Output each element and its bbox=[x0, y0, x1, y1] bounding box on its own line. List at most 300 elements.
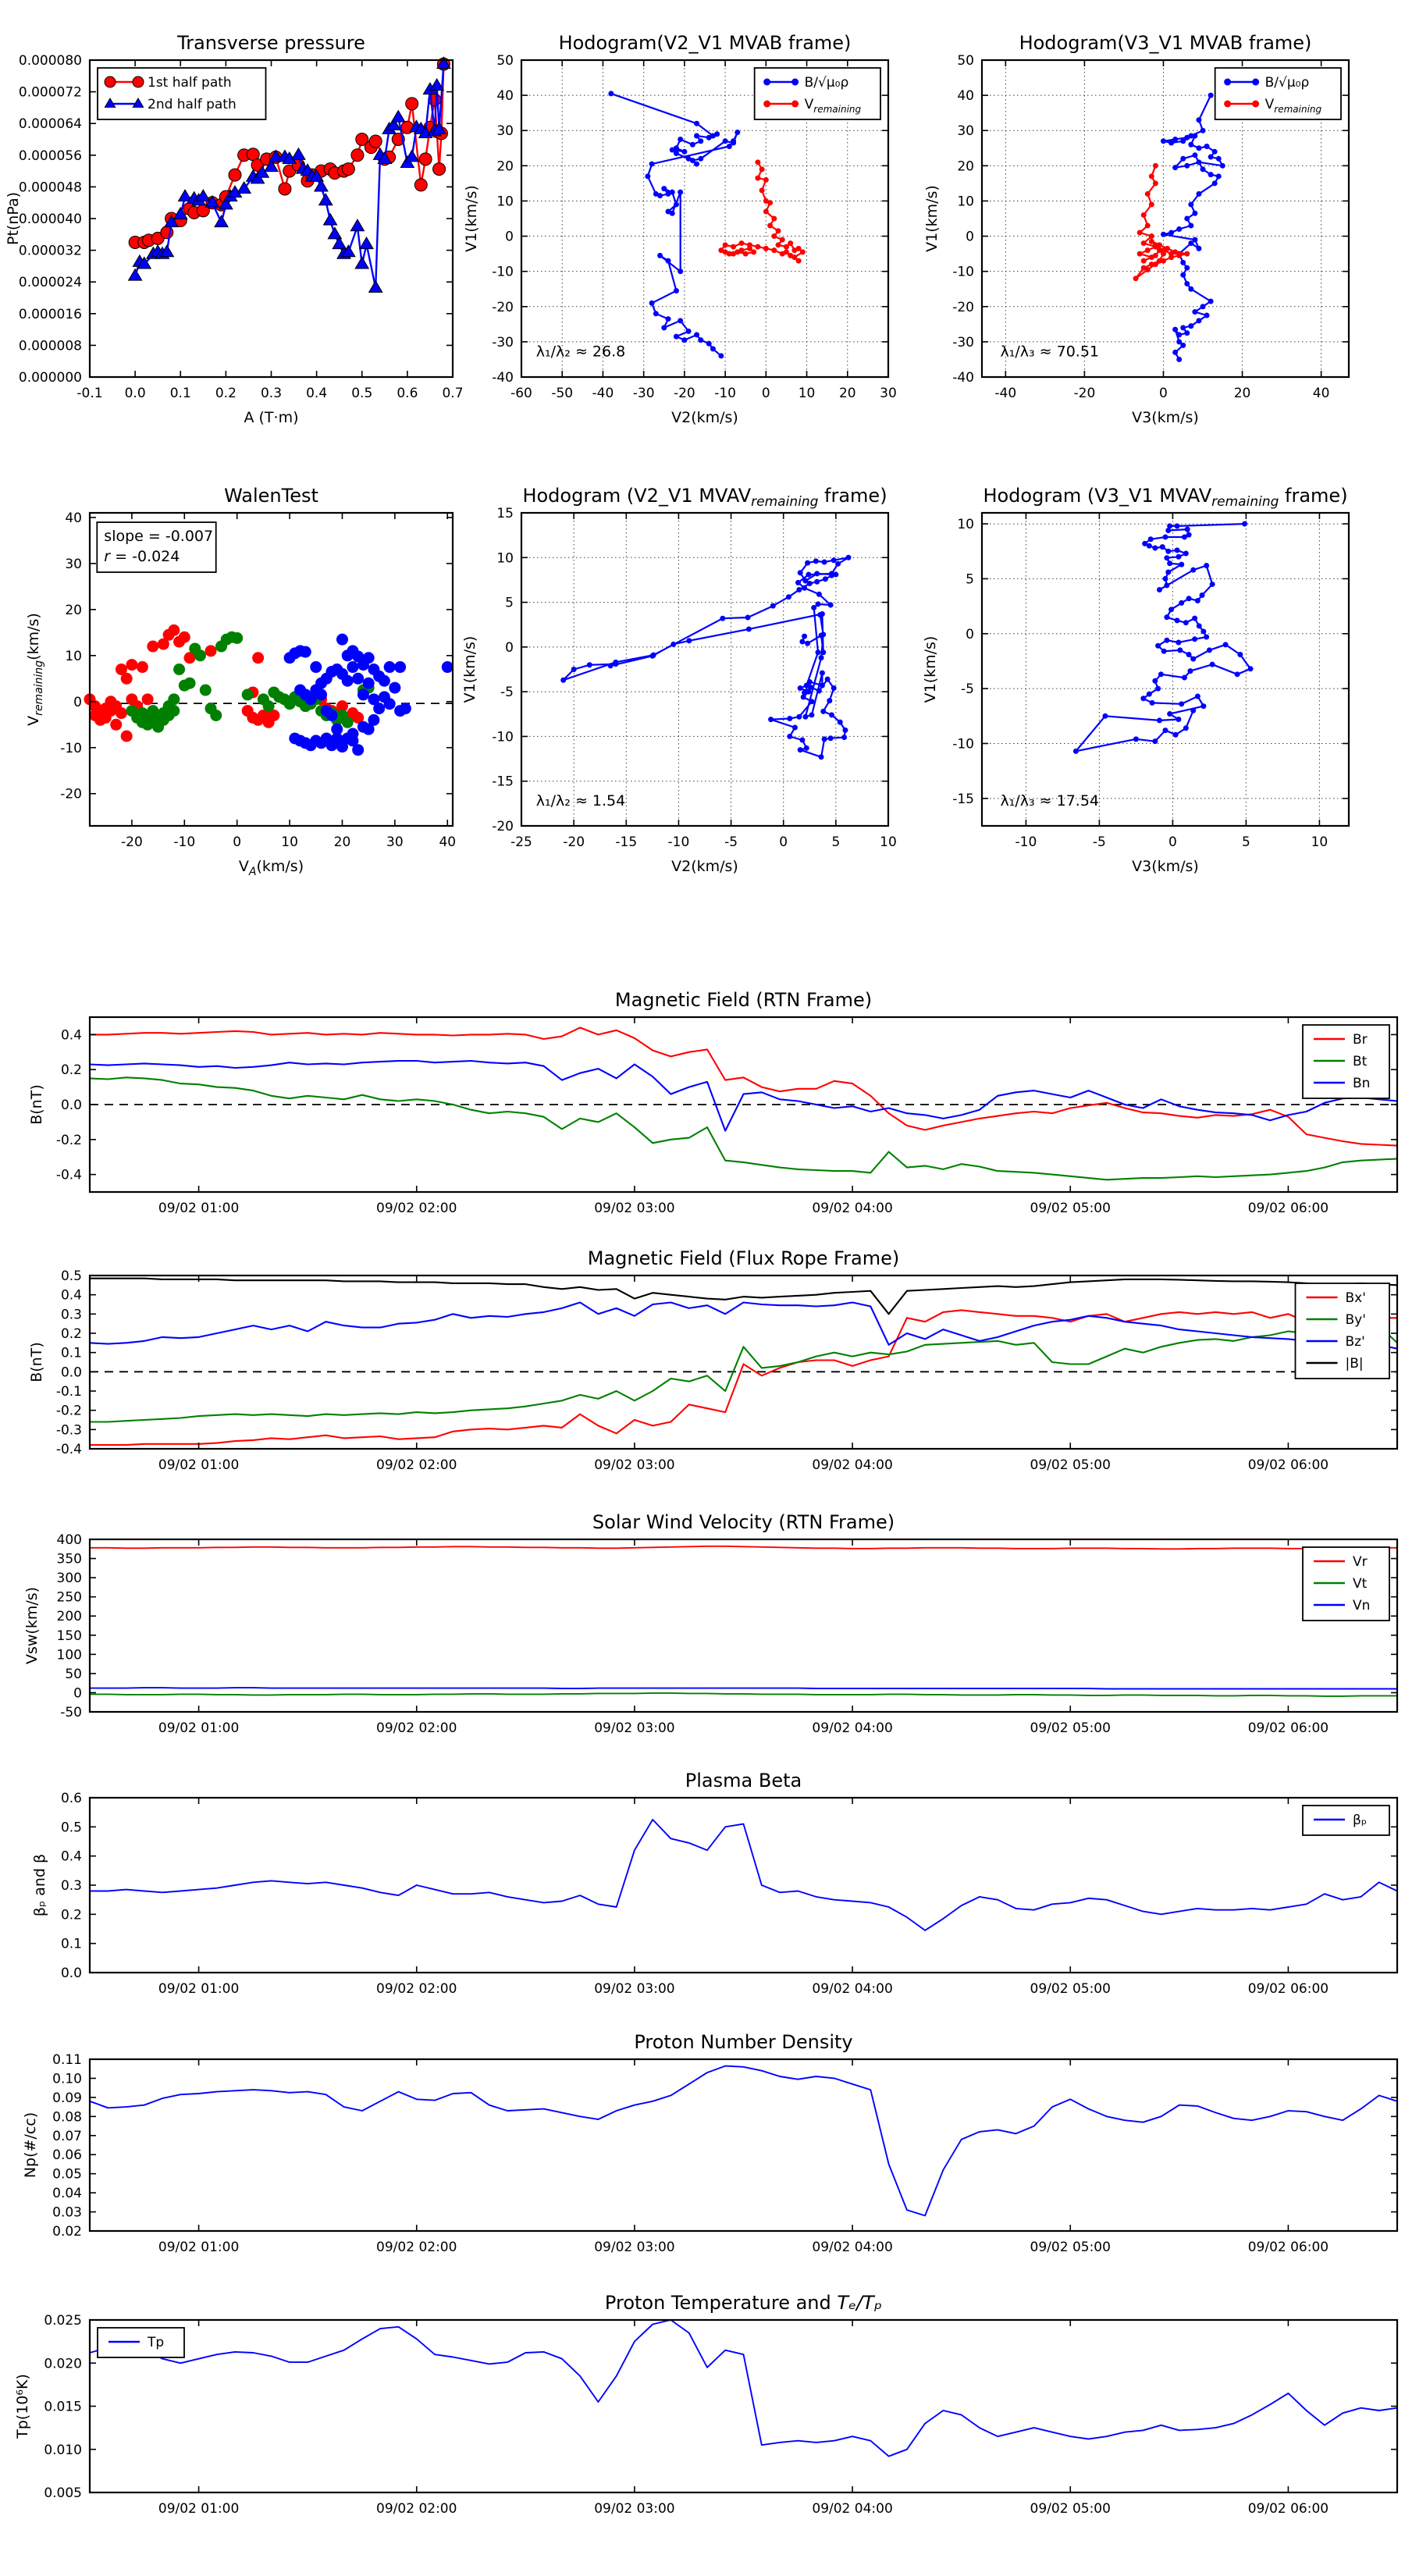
point-marker bbox=[1145, 267, 1151, 272]
point-marker bbox=[710, 346, 716, 351]
point-marker bbox=[674, 201, 679, 207]
legend-label: B/√μ₀ρ bbox=[1264, 75, 1310, 91]
point-marker bbox=[1183, 620, 1189, 625]
annotation-line: r = -0.024 bbox=[104, 548, 180, 566]
point-marker bbox=[666, 258, 671, 264]
point-marker bbox=[310, 661, 322, 673]
point-marker bbox=[1184, 251, 1190, 257]
point-marker bbox=[706, 135, 712, 141]
y-tick-label: -5 bbox=[500, 685, 514, 701]
point-marker bbox=[368, 714, 379, 726]
point-marker bbox=[670, 642, 676, 647]
point-marker bbox=[1164, 555, 1169, 560]
y-tick-label: -15 bbox=[492, 774, 514, 790]
point-marker bbox=[811, 605, 816, 610]
point-marker bbox=[1200, 628, 1206, 634]
point-marker bbox=[747, 246, 752, 251]
point-marker bbox=[1180, 325, 1186, 330]
y-tick-label: 50 bbox=[496, 53, 514, 69]
point-marker bbox=[1184, 135, 1190, 141]
y-tick-label: 0.005 bbox=[44, 2485, 82, 2501]
legend-label: $V_{remaining}$ bbox=[804, 97, 862, 115]
point-marker bbox=[1200, 166, 1206, 172]
y-tick-label: 0.6 bbox=[60, 1791, 82, 1806]
x-tick-label: 09/02 05:00 bbox=[1030, 1981, 1111, 1997]
legend-label: Vr bbox=[1353, 1554, 1368, 1570]
point-marker bbox=[755, 176, 760, 181]
point-marker bbox=[168, 705, 180, 717]
point-marker bbox=[1196, 117, 1201, 123]
y-tick-label: 0.000008 bbox=[18, 338, 82, 354]
panel-title: Hodogram (V2_V1 $MVAV_{remaining}$ frame) bbox=[522, 485, 887, 510]
legend-label: Tp bbox=[148, 2335, 165, 2350]
point-marker bbox=[105, 76, 116, 87]
point-marker bbox=[731, 138, 736, 144]
y-tick-label: 0.04 bbox=[52, 2186, 82, 2202]
point-marker bbox=[142, 693, 154, 705]
point-marker bbox=[1175, 547, 1180, 553]
x-tick-label: -20 bbox=[563, 834, 585, 850]
series-markers bbox=[1073, 521, 1254, 754]
point-marker bbox=[1180, 156, 1186, 162]
x-tick-label: -40 bbox=[592, 386, 614, 401]
x-tick-label: 0.5 bbox=[351, 386, 373, 401]
chart-p6 bbox=[922, 485, 1349, 875]
point-marker bbox=[796, 587, 802, 592]
y-tick-label: 10 bbox=[65, 648, 82, 664]
x-tick-label: 20 bbox=[333, 834, 351, 850]
annotation: λ₁/λ₃ ≈ 17.54 bbox=[1000, 792, 1100, 809]
point-marker bbox=[1153, 253, 1158, 258]
point-marker bbox=[796, 714, 802, 720]
point-marker bbox=[608, 663, 614, 668]
x-tick-label: 0 bbox=[761, 386, 770, 401]
chart-p1 bbox=[5, 32, 464, 426]
y-tick-label: 0.000016 bbox=[18, 306, 82, 322]
point-marker bbox=[1184, 330, 1190, 336]
y-tick-label: -20 bbox=[952, 299, 974, 315]
x-tick-label: 10 bbox=[880, 834, 897, 850]
x-tick-label: -20 bbox=[1073, 386, 1096, 401]
annotation-box bbox=[97, 522, 215, 572]
point-marker bbox=[1179, 562, 1184, 568]
y-tick-label: 0.000080 bbox=[18, 53, 82, 69]
point-marker bbox=[1155, 686, 1161, 692]
annotation-line: slope = -0.007 bbox=[104, 528, 214, 546]
point-marker bbox=[384, 698, 396, 710]
point-marker bbox=[780, 237, 785, 243]
point-marker bbox=[1216, 156, 1222, 162]
y-tick-label: 5 bbox=[966, 571, 974, 588]
y-tick-label: -0.4 bbox=[55, 1442, 82, 1457]
point-marker bbox=[838, 720, 843, 725]
x-tick-label: 40 bbox=[1312, 386, 1330, 401]
point-marker bbox=[755, 244, 760, 250]
y-tick-label: -0.1 bbox=[55, 1384, 82, 1400]
point-marker bbox=[342, 675, 354, 687]
point-marker bbox=[1192, 211, 1197, 216]
point-marker bbox=[1161, 247, 1166, 253]
point-marker bbox=[1192, 133, 1197, 138]
point-marker bbox=[1210, 582, 1215, 587]
point-marker bbox=[1172, 165, 1178, 170]
x-tick-label: 0.3 bbox=[260, 386, 283, 401]
point-marker bbox=[442, 661, 454, 673]
point-marker bbox=[1141, 258, 1147, 264]
point-marker bbox=[681, 337, 687, 343]
point-marker bbox=[809, 699, 814, 704]
point-marker bbox=[816, 688, 822, 693]
point-marker bbox=[690, 142, 695, 148]
axes-frame bbox=[90, 2059, 1397, 2231]
y-tick-label: 300 bbox=[56, 1571, 82, 1587]
point-marker bbox=[819, 655, 824, 660]
y-tick-label: 0.000064 bbox=[18, 116, 82, 133]
point-marker bbox=[1147, 543, 1152, 549]
point-marker bbox=[1147, 692, 1152, 697]
triangle-marker bbox=[360, 237, 373, 249]
legend bbox=[755, 68, 880, 119]
point-marker bbox=[727, 144, 732, 149]
panel-title: Hodogram (V3_V1 $MVAV_{remaining}$ frame) bbox=[983, 485, 1348, 510]
y-tick-label: -20 bbox=[60, 786, 82, 802]
legend-label: Vn bbox=[1353, 1598, 1371, 1614]
x-tick-label: 09/02 01:00 bbox=[158, 1720, 240, 1736]
triangle-marker bbox=[369, 281, 382, 293]
point-marker bbox=[816, 592, 822, 597]
x-axis-label: A (T·m) bbox=[244, 409, 299, 426]
y-tick-label: 0.4 bbox=[60, 1027, 82, 1044]
point-marker bbox=[1168, 607, 1174, 612]
x-tick-label: 30 bbox=[880, 386, 897, 401]
point-marker bbox=[686, 329, 692, 334]
point-marker bbox=[168, 693, 180, 705]
x-tick-label: 09/02 04:00 bbox=[812, 1457, 893, 1473]
point-marker bbox=[1152, 738, 1158, 744]
y-axis-label: B(nT) bbox=[28, 1342, 45, 1382]
chart-p4 bbox=[25, 485, 456, 878]
x-tick-label: 20 bbox=[1233, 386, 1251, 401]
point-marker bbox=[835, 561, 841, 567]
point-marker bbox=[787, 716, 792, 721]
series-Bx' bbox=[90, 1310, 1397, 1445]
point-marker bbox=[1208, 93, 1214, 98]
point-marker bbox=[363, 652, 375, 664]
x-tick-label: 09/02 02:00 bbox=[376, 2240, 457, 2255]
point-marker bbox=[831, 557, 837, 563]
point-marker bbox=[179, 632, 190, 643]
y-tick-label: 0.000072 bbox=[18, 84, 82, 101]
y-tick-label: 5 bbox=[505, 595, 514, 611]
point-marker bbox=[1224, 101, 1231, 108]
annotation: λ₁/λ₂ ≈ 1.54 bbox=[535, 792, 626, 809]
point-marker bbox=[1153, 180, 1158, 186]
y-tick-label: 350 bbox=[56, 1551, 82, 1567]
point-marker bbox=[1179, 701, 1184, 706]
point-marker bbox=[763, 208, 769, 214]
x-tick-label: -60 bbox=[510, 386, 532, 401]
chart-ts4 bbox=[31, 1770, 1397, 1997]
x-tick-label: 09/02 06:00 bbox=[1247, 1981, 1329, 1997]
x-axis-label: V2(km/s) bbox=[671, 409, 738, 426]
x-tick-label: 09/02 01:00 bbox=[158, 2240, 240, 2255]
y-tick-label: 10 bbox=[957, 194, 974, 210]
triangle-marker bbox=[319, 194, 333, 205]
x-tick-label: 09/02 05:00 bbox=[1030, 1457, 1111, 1473]
point-marker bbox=[770, 603, 776, 609]
point-marker bbox=[379, 675, 390, 687]
point-marker bbox=[1155, 643, 1161, 649]
y-tick-label: 100 bbox=[56, 1647, 82, 1663]
point-marker bbox=[1208, 172, 1214, 177]
point-marker bbox=[739, 240, 745, 246]
legend-label: Bx' bbox=[1345, 1290, 1366, 1306]
point-marker bbox=[686, 638, 692, 643]
legend bbox=[1303, 1806, 1389, 1835]
x-tick-label: 09/02 03:00 bbox=[594, 2501, 675, 2517]
point-marker bbox=[802, 585, 807, 591]
y-tick-label: 0.09 bbox=[52, 2090, 82, 2106]
point-marker bbox=[587, 662, 592, 667]
point-marker bbox=[678, 269, 683, 274]
y-tick-label: 0.03 bbox=[52, 2204, 82, 2221]
point-marker bbox=[1224, 79, 1231, 86]
y-tick-label: -40 bbox=[952, 370, 974, 386]
chart-ts1 bbox=[28, 989, 1397, 1216]
point-marker bbox=[1179, 600, 1184, 606]
point-marker bbox=[1188, 201, 1193, 207]
y-axis-label: B(nT) bbox=[28, 1084, 45, 1125]
y-tick-label: 0.1 bbox=[60, 1936, 82, 1952]
point-marker bbox=[560, 678, 566, 683]
x-tick-label: 09/02 01:00 bbox=[158, 1457, 240, 1473]
chart-ts3 bbox=[23, 1511, 1397, 1736]
x-axis-label: $V_A(km/s)$ bbox=[238, 858, 304, 878]
point-marker bbox=[1204, 634, 1209, 639]
x-tick-label: 09/02 02:00 bbox=[376, 1457, 457, 1473]
point-marker bbox=[1184, 281, 1190, 286]
y-tick-label: -0.3 bbox=[55, 1422, 82, 1439]
y-axis-label: V1(km/s) bbox=[463, 185, 480, 252]
y-tick-label: 0.000024 bbox=[18, 275, 82, 291]
legend-label: |B| bbox=[1345, 1356, 1364, 1372]
point-marker bbox=[791, 79, 799, 86]
point-marker bbox=[294, 685, 306, 696]
legend-label: Bn bbox=[1353, 1076, 1371, 1091]
point-marker bbox=[800, 249, 806, 254]
point-marker bbox=[1200, 128, 1206, 133]
point-marker bbox=[798, 570, 803, 575]
point-marker bbox=[763, 101, 770, 108]
series-Bz' bbox=[90, 1303, 1397, 1349]
point-marker bbox=[384, 661, 396, 673]
x-tick-label: 09/02 04:00 bbox=[812, 2240, 893, 2255]
point-marker bbox=[1163, 576, 1168, 582]
point-marker bbox=[1164, 638, 1169, 643]
point-marker bbox=[698, 138, 703, 144]
point-marker bbox=[1180, 260, 1186, 265]
point-marker bbox=[571, 667, 577, 672]
y-tick-label: 0.1 bbox=[60, 1345, 82, 1361]
point-marker bbox=[1182, 534, 1187, 539]
point-marker bbox=[1176, 640, 1181, 646]
point-marker bbox=[723, 138, 728, 144]
point-marker bbox=[771, 216, 777, 222]
x-tick-label: 09/02 06:00 bbox=[1247, 2240, 1329, 2255]
x-tick-label: 09/02 05:00 bbox=[1030, 2501, 1111, 2517]
point-marker bbox=[694, 133, 699, 138]
point-marker bbox=[205, 645, 217, 656]
point-marker bbox=[1180, 272, 1186, 278]
point-marker bbox=[661, 325, 667, 330]
point-marker bbox=[1204, 563, 1209, 568]
point-marker bbox=[419, 153, 432, 165]
point-marker bbox=[1192, 636, 1197, 642]
x-tick-label: 10 bbox=[798, 386, 816, 401]
point-marker bbox=[1137, 230, 1143, 236]
point-marker bbox=[805, 641, 810, 646]
point-marker bbox=[1161, 258, 1166, 264]
chart-ts6 bbox=[14, 2292, 1397, 2517]
y-tick-label: 0.02 bbox=[52, 2224, 82, 2240]
point-marker bbox=[1237, 652, 1243, 657]
point-marker bbox=[137, 661, 148, 673]
point-marker bbox=[1149, 233, 1154, 239]
legend bbox=[98, 68, 266, 119]
point-marker bbox=[822, 736, 827, 742]
y-tick-label: 0.06 bbox=[52, 2147, 82, 2164]
point-marker bbox=[795, 580, 801, 585]
point-marker bbox=[231, 632, 243, 644]
series-markers bbox=[608, 91, 740, 358]
x-tick-label: 0.2 bbox=[215, 386, 237, 401]
point-marker bbox=[168, 624, 180, 636]
series-|B| bbox=[90, 1279, 1397, 1315]
legend-label: $V_{remaining}$ bbox=[1264, 97, 1322, 115]
point-marker bbox=[121, 673, 133, 685]
point-marker bbox=[1196, 145, 1201, 151]
point-marker bbox=[1153, 242, 1158, 247]
y-tick-label: 0.0 bbox=[60, 1966, 82, 1981]
x-tick-label: -25 bbox=[510, 834, 532, 850]
x-tick-label: 0.1 bbox=[169, 386, 191, 401]
triangle-marker bbox=[215, 215, 228, 227]
x-tick-label: 09/02 04:00 bbox=[812, 1720, 893, 1736]
point-marker bbox=[809, 712, 814, 717]
y-tick-label: 0.000056 bbox=[18, 148, 82, 164]
y-axis-label: Pt(nPa) bbox=[5, 191, 22, 246]
point-marker bbox=[1190, 708, 1196, 713]
point-marker bbox=[1150, 700, 1155, 706]
y-tick-label: 40 bbox=[65, 510, 82, 526]
point-marker bbox=[1160, 544, 1165, 550]
point-marker bbox=[1210, 662, 1215, 667]
series-markers bbox=[1161, 93, 1225, 362]
x-tick-label: 5 bbox=[1241, 834, 1250, 850]
point-marker bbox=[1175, 617, 1180, 623]
point-marker bbox=[1165, 549, 1171, 554]
y-tick-label: -10 bbox=[492, 264, 514, 280]
point-marker bbox=[433, 163, 446, 176]
point-marker bbox=[796, 258, 802, 264]
point-marker bbox=[657, 193, 663, 198]
y-tick-label: 0.000048 bbox=[18, 180, 82, 196]
point-marker bbox=[813, 558, 819, 564]
x-tick-label: -10 bbox=[1015, 834, 1037, 850]
point-marker bbox=[1212, 149, 1218, 155]
point-marker bbox=[791, 101, 799, 108]
point-marker bbox=[1188, 142, 1193, 148]
point-marker bbox=[1153, 163, 1158, 169]
point-marker bbox=[1200, 592, 1205, 598]
y-tick-label: -30 bbox=[952, 334, 974, 350]
point-marker bbox=[698, 156, 703, 162]
point-marker bbox=[763, 79, 770, 86]
y-tick-label: -30 bbox=[492, 334, 514, 350]
point-marker bbox=[799, 738, 805, 743]
x-tick-label: -5 bbox=[1092, 834, 1106, 850]
y-tick-label: 30 bbox=[957, 123, 974, 140]
point-marker bbox=[613, 660, 618, 665]
legend bbox=[1296, 1283, 1390, 1379]
point-marker bbox=[1145, 247, 1151, 253]
triangle-marker bbox=[324, 214, 337, 226]
point-marker bbox=[651, 653, 656, 658]
point-marker bbox=[694, 121, 699, 126]
y-tick-label: 10 bbox=[957, 517, 974, 533]
point-marker bbox=[845, 555, 851, 560]
point-marker bbox=[1157, 587, 1162, 592]
y-tick-label: -0.2 bbox=[55, 1403, 82, 1419]
x-tick-label: 09/02 03:00 bbox=[594, 2240, 675, 2255]
x-tick-label: 09/02 01:00 bbox=[158, 1201, 240, 1216]
point-marker bbox=[776, 228, 781, 233]
y-tick-label: -50 bbox=[60, 1705, 82, 1720]
point-marker bbox=[147, 641, 158, 653]
x-tick-label: -20 bbox=[673, 386, 695, 401]
point-marker bbox=[842, 728, 848, 733]
point-marker bbox=[1190, 656, 1196, 662]
triangle-marker bbox=[129, 269, 142, 281]
point-marker bbox=[1184, 216, 1190, 222]
panel-title: WalenTest bbox=[224, 485, 318, 507]
point-marker bbox=[1176, 332, 1182, 337]
point-marker bbox=[1161, 232, 1166, 237]
point-marker bbox=[173, 664, 185, 675]
point-marker bbox=[1248, 666, 1254, 671]
x-tick-label: 09/02 01:00 bbox=[158, 2501, 240, 2517]
point-marker bbox=[1200, 703, 1206, 709]
point-marker bbox=[814, 579, 820, 585]
point-marker bbox=[802, 690, 807, 696]
point-marker bbox=[373, 703, 385, 714]
y-tick-label: 15 bbox=[496, 506, 514, 521]
y-tick-label: 0.015 bbox=[44, 2399, 82, 2415]
x-axis-label: V3(km/s) bbox=[1132, 409, 1199, 426]
triangle-marker bbox=[392, 111, 405, 123]
x-tick-label: 0 bbox=[1168, 834, 1177, 850]
point-marker bbox=[369, 135, 382, 148]
point-marker bbox=[820, 683, 825, 688]
x-tick-label: 40 bbox=[439, 834, 457, 850]
legend-label: βₚ bbox=[1353, 1813, 1368, 1828]
point-marker bbox=[389, 682, 400, 694]
point-marker bbox=[681, 149, 687, 155]
x-tick-label: 09/02 06:00 bbox=[1247, 1201, 1329, 1216]
x-tick-label: 09/02 01:00 bbox=[158, 1981, 240, 1997]
point-marker bbox=[1173, 732, 1179, 738]
y-tick-label: 150 bbox=[56, 1628, 82, 1644]
